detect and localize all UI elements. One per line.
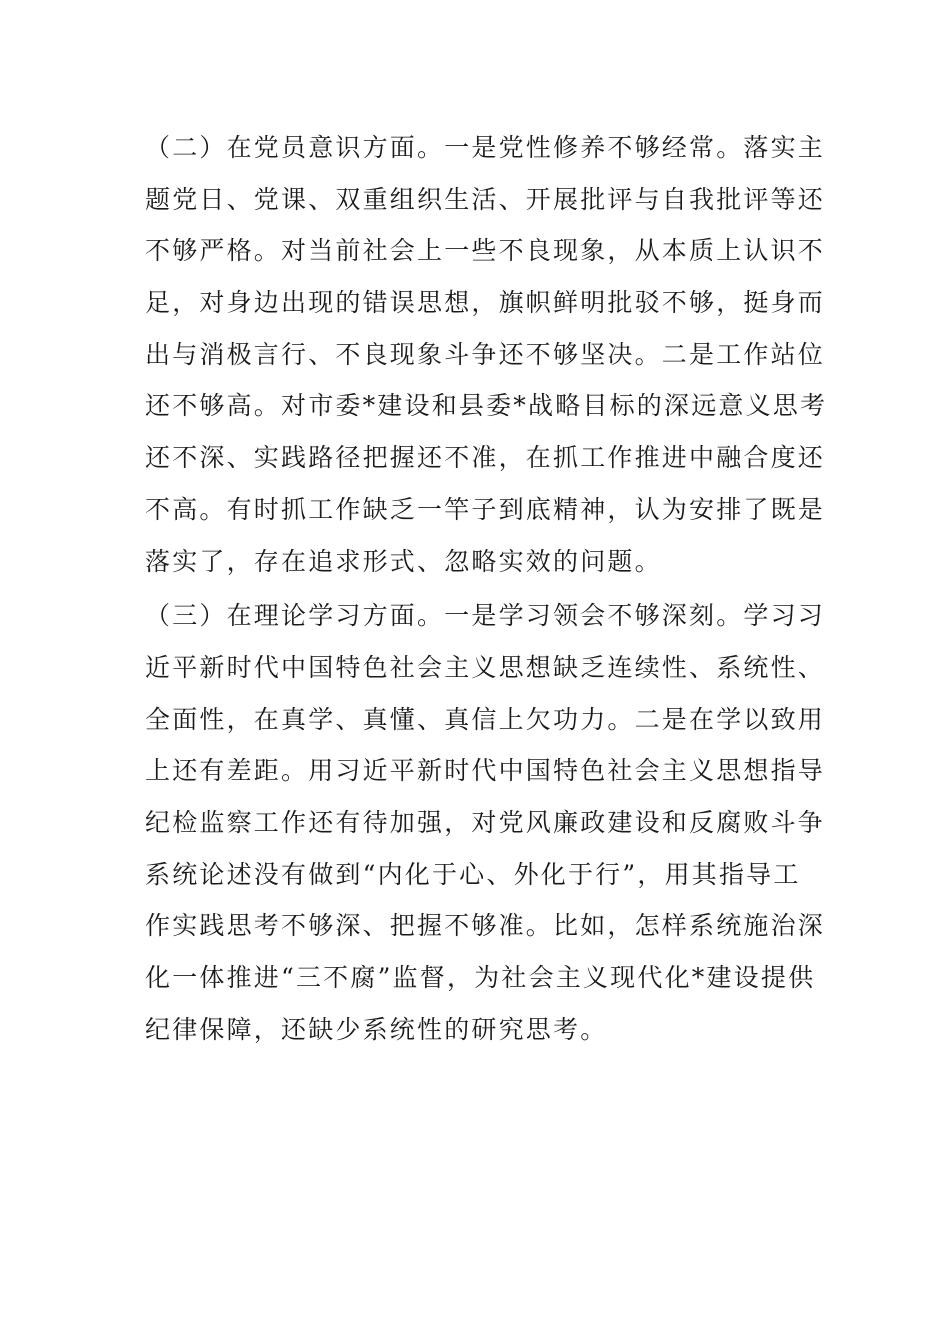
paragraph-2-line: 出与消极言行、不良现象斗争还不够坚决。二是工作站位	[145, 339, 826, 369]
paragraph-2-line: 不够严格。对当前社会上一些不良现象，从本质上认识不	[145, 236, 826, 266]
document-body	[145, 122, 828, 1055]
paragraph-3-line: 化一体推进“三不腐”监督，为社会主义现代化*建设提供	[145, 963, 816, 992]
paragraph-3-line: 近平新时代中国特色社会主义思想缺乏连续性、系统性、	[145, 652, 826, 682]
paragraph-2-line: 还不深、实践路径把握还不准，在抓工作推进中融合度还	[145, 443, 826, 473]
paragraph-3-line: （三）在理论学习方面。一是学习领会不够深刻。学习习	[145, 601, 826, 631]
paragraph-3-line: 纪律保障，还缺少系统性的研究思考。	[145, 1014, 608, 1044]
paragraph-2-line: 还不够高。对市委*建设和县委*战略目标的深远意义思考	[145, 391, 828, 421]
paragraph-2-line: 题党日、党课、双重组织生活、开展批评与自我批评等还	[145, 184, 826, 214]
paragraph-3-line: 全面性，在真学、真懂、真信上欠功力。二是在学以致用	[145, 704, 826, 734]
paragraph-2-line: 不高。有时抓工作缺乏一竿子到底精神，认为安排了既是	[145, 494, 826, 524]
paragraph-2-line: 落实了，存在追求形式、忽略实效的问题。	[145, 546, 662, 576]
paragraph-3-line: 系统论述没有做到“内化于心、外化于行”，用其指导工	[145, 859, 801, 889]
paragraph-3-line: 作实践思考不够深、把握不够准。比如，怎样系统施治深	[145, 911, 826, 941]
paragraph-3-line: 纪检监察工作还有待加强，对党风廉政建设和反腐败斗争	[145, 807, 826, 837]
paragraph-2-line: （二）在党员意识方面。一是党性修养不够经常。落实主	[145, 133, 826, 162]
paragraph-3-line: 上还有差距。用习近平新时代中国特色社会主义思想指导	[145, 756, 826, 786]
paragraph-2-line: 足，对身边出现的错误思想，旗帜鲜明批驳不够，挺身而	[145, 288, 826, 318]
